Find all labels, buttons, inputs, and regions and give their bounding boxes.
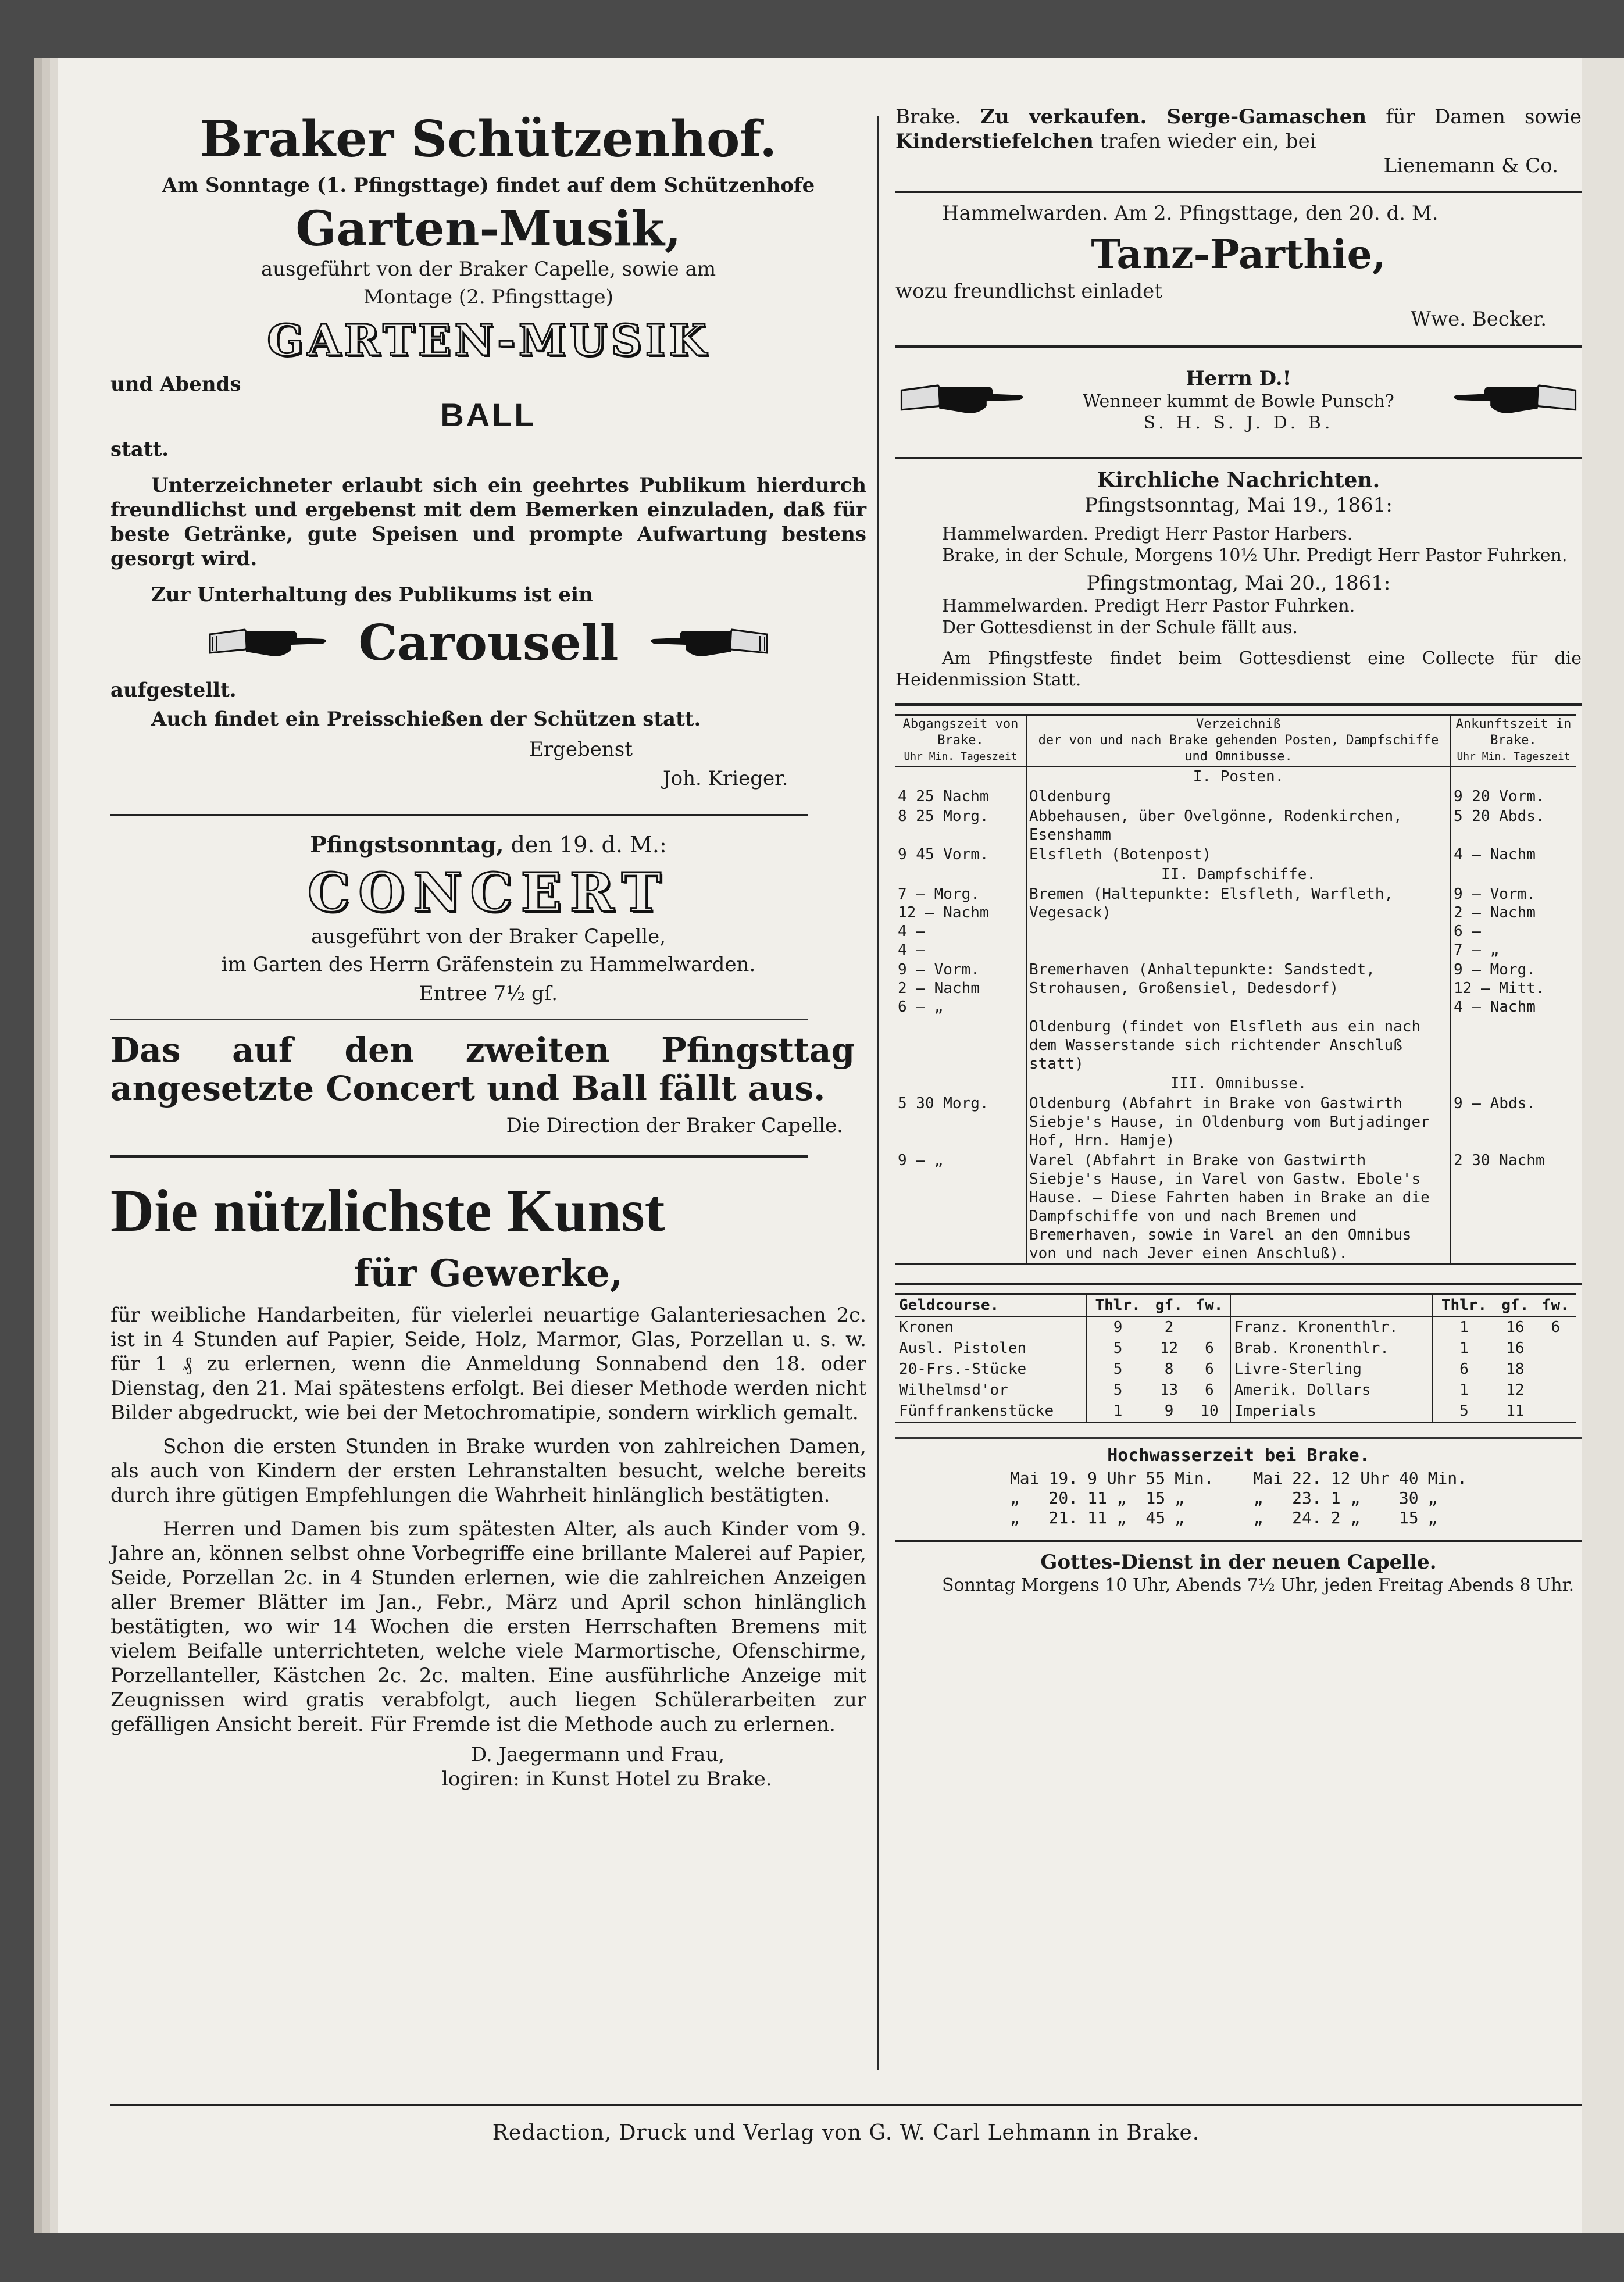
schwaren-value [1536,1338,1576,1359]
schwaren-value: 6 [1189,1359,1230,1380]
route-description: Abbehausen, über Ovelgönne, Rodenkirchen, Esenshamm [1029,808,1402,844]
right-column [895,105,1582,1596]
kirche-date: Pfingstmontag, Mai 20., 1861: [1086,572,1391,595]
ad-text: aufgestellt. [110,678,237,702]
hochwasser-cell: Mai [1253,1469,1283,1488]
ball-heading: BALL [440,397,537,433]
imprint-text: Redaction, Druck und Verlag von G. W. Carl Lehmann in Brake. [492,2121,1200,2145]
separator [895,1437,1582,1439]
kirche-line: Hammelwarden. Predigt Herr Pastor Fuhrken. [942,596,1355,616]
groschen-value: 12 [1506,1381,1525,1399]
herr-text-block [1029,366,1448,434]
left-column [110,99,866,1791]
coin-name: Livre-Sterling [1230,1359,1433,1380]
kirche-notice [895,467,1582,691]
thaler-value: 5 [1113,1360,1123,1378]
schwaren-value [1536,1401,1576,1423]
carousell-row [110,614,866,678]
departure-time: 7 — Morg. 12 — Nachm 4 — 4 — [895,884,1026,960]
coin-name: Fünffrankenstücke [895,1401,1086,1423]
arrival-time: 9 20 Vorm. [1451,787,1576,806]
coin-name: Wilhelmsd'or [895,1380,1086,1401]
groschen-value: 11 [1506,1402,1525,1420]
separator [110,2104,1582,2106]
hochwasser-cell: „ [1175,1488,1184,1508]
ad-text: statt. [110,438,169,461]
kunst-ad [110,1175,866,1791]
herr-notice [895,356,1582,455]
separator [110,1155,808,1158]
ad-text: Entree 7½ gſ. [419,982,558,1005]
geld-rows [895,1316,1576,1423]
hochwasser-cell: 19. [1048,1469,1079,1488]
verkauf-item2: Kinderstiefelchen [895,130,1094,153]
departure-time: 5 30 Morg. [895,1094,1026,1151]
ad-text: Zur Unterhaltung des Publikums ist ein [151,583,593,606]
kunst-title: Die nützlichste Kunst [110,1177,665,1244]
hochwasser-cell: 30 [1398,1488,1419,1508]
verkauf-text [895,105,1582,153]
ad-text: Am Sonntage (1. Pfingsttage) findet auf dem Schützenhofe [162,174,815,197]
geld-row [895,1380,1576,1401]
geld-col-thlr: Thlr. [1095,1297,1141,1314]
posten-row [895,1017,1576,1074]
hochwasser-cell: „ [1175,1508,1184,1527]
ad-text: Ergebenst [529,738,633,761]
ad-signature: Joh. Krieger. [663,767,788,790]
cancel-notice [110,1031,866,1138]
hochwasser-cell: 2 „ [1330,1508,1361,1527]
posten-section-heading: III. Omnibusse. [1170,1075,1307,1092]
posten-rows [895,787,1576,865]
hochwasser-cell: 20. [1048,1488,1079,1508]
posten-header-title-sub: der von und nach Brake gehenden Posten, Dampfschiffe und Omnibusse. [1038,733,1439,764]
hochwasser-cell: 11 „ [1087,1488,1127,1508]
schwaren-value [1536,1359,1576,1380]
gottesdienst-text: Sonntag Morgens 10 Uhr, Abends 7½ Uhr, jeden Freitag Abends 8 Uhr. [942,1575,1575,1595]
ad-text: und Abends [110,373,241,396]
herr-line: Wenneer kummt de Bowle Punsch? [1083,391,1394,412]
schwaren-value [1189,1316,1230,1338]
hochwasser-cell: 45 [1145,1508,1166,1527]
hochwasser-cell: 24. [1292,1508,1322,1527]
separator [895,457,1582,459]
schuetzenhof-ad [110,110,866,791]
arrival-time: 9 — Abds. [1451,1094,1576,1151]
thaler-value: 1 [1459,1340,1469,1357]
imprint-footer [110,2096,1582,2146]
hochwasser-row [1005,1488,1472,1508]
cancel-text: Das auf den zweiten Pfingsttag angesetzte Concert und Ball fällt aus. [110,1030,855,1108]
pointing-hand-right-icon [895,367,1029,431]
posten-table-section [895,714,1582,1265]
separator [895,1283,1582,1285]
coin-name: Ausl. Pistolen [895,1338,1086,1359]
groschen-value: 12 [1159,1340,1179,1357]
ad-text: im Garten des Herrn Gräfenstein zu Hammelwarden. [221,953,756,976]
route-description: Oldenburg [1029,788,1111,805]
concert-date-day: Pfingstsonntag, [310,831,504,858]
posten-row [895,845,1576,865]
route-description: Oldenburg (findet von Elsfleth aus ein nach dem Wasserstande sich richtender Anschluß statt) [1029,1018,1421,1073]
geld-row [895,1401,1576,1423]
hochwasser-cell: 11 „ [1087,1508,1127,1527]
hochwasser-cell: 12 Uhr [1330,1469,1390,1488]
hochwasser-cell: 40 [1398,1469,1419,1488]
concert-heading: CONCERT [307,861,670,924]
hochwasser-row [1005,1508,1472,1528]
geld-header: Geldcourse. [895,1294,1086,1317]
route-description: Elsfleth (Botenpost) [1029,846,1212,863]
groschen-value: 13 [1159,1381,1179,1399]
verkauf-connector: für Damen sowie [1366,105,1582,128]
hochwasser-rows [1005,1469,1472,1528]
concert-date-rest: den 19. d. M.: [504,832,667,858]
separator [110,814,808,816]
hochwasser-row [1005,1469,1472,1488]
hochwasser-cell: 1 „ [1330,1488,1361,1508]
schwaren-value: 6 [1189,1338,1230,1359]
geld-table [895,1293,1576,1423]
tanz-heading: Tanz-Parthie, [1091,231,1386,278]
hochwasser-cell: 15 [1145,1488,1166,1508]
departure-time: 9 — Vorm. 2 — Nachm 6 — „ [895,960,1026,1017]
arrival-time: 4 — Nachm [1451,845,1576,865]
verkauf-tail: trafen wieder ein, bei [1093,130,1316,153]
route-description: Varel (Abfahrt in Brake von Gastwirth Siebje's Hause, in Varel von Gastw. Ebole's Hause. — Diese Fahrten haben in Brake an die Dampfschiffe von und nach Bremen und Bremerhaven, sowie in Varel an den Omnibus von und nach Jever einen Anschluß). [1029,1152,1430,1262]
posten-header-arrival-label: Ankunftszeit in Brake. [1455,717,1572,748]
groschen-value: 16 [1506,1319,1525,1336]
kirche-date: Pfingstsonntag, Mai 19., 1861: [1084,494,1393,517]
ad-text: Montage (2. Pfingsttage) [363,285,613,309]
geld-col-sw: ſw. [1541,1297,1569,1314]
groschen-value: 9 [1164,1402,1174,1420]
coin-name: Imperials [1230,1401,1433,1423]
verkauf-ad [895,105,1582,178]
ad-paragraph: für weibliche Handarbeiten, für vielerlei neuartige Galanteriesachen 2c. ist in 4 Stunden auf Papier, Seide, Holz, Marmor, Glas, Porzellan u. s. w. für 1 ₰ zu erlernen, wenn die Anmeldung Sonnabend den 18. oder Dienstag, den 21. Mai spätestens erfolgt. Bei dieser Methode werden nicht Bilder abgedruckt, wie bei der Metochromatipie, sondern wirklich gemalt. [110,1304,866,1424]
gottesdienst-title: Gottes-Dienst in der neuen Capelle. [1040,1551,1437,1574]
arrival-time: 9 — Morg. 12 — Mitt. 4 — Nachm [1451,960,1576,1017]
route-description: Bremen (Haltepunkte: Elsfleth, Warfleth, Vegesack) [1029,885,1394,922]
geld-section [895,1293,1582,1423]
ad-paragraph: Unterzeichneter erlaubt sich ein geehrtes Publikum hierdurch freundlichst und ergebenst mit dem Bemerken einzuladen, daß für beste Getränke, gute Speisen und prompte Aufwartung bestens gesorgt wird. [110,474,866,570]
kirche-line: Brake, in der Schule, Morgens 10½ Uhr. Predigt Herr Pastor Fuhrken. [942,545,1568,566]
hochwasser-cell: Mai [1009,1469,1040,1488]
departure-time: 9 — „ [895,1151,1026,1265]
posten-header-departure-label: Abgangszeit von Brake. [902,717,1019,748]
schwaren-value: 6 [1189,1380,1230,1401]
kirche-line: Der Gottesdienst in der Schule fällt aus. [942,617,1298,638]
hochwasser-cell: „ [1253,1488,1263,1508]
groschen-value: 8 [1164,1360,1174,1378]
separator [110,1019,808,1020]
hochwasser-cell: 23. [1292,1488,1322,1508]
ad-text: ausgeführt von der Braker Capelle, [310,925,666,948]
ad-signature: Wwe. Becker. [1411,308,1547,331]
thaler-value: 9 [1113,1319,1123,1336]
verkauf-place: Brake. [895,105,981,128]
thaler-value: 1 [1459,1319,1469,1336]
thaler-value: 6 [1459,1360,1469,1378]
thaler-value: 5 [1113,1381,1123,1399]
kirche-line: Hammelwarden. Predigt Herr Pastor Harbers. [942,524,1353,544]
concert-date [110,831,866,858]
concert-ad [110,831,866,1006]
ad-text: wozu freundlichst einladet [895,280,1162,303]
schwaren-value: 6 [1551,1319,1561,1336]
posten-section-heading: II. Dampfschiffe. [1161,866,1316,883]
ad-signature: Die Direction der Braker Capelle. [506,1114,843,1137]
separator [895,345,1582,348]
hochwasser-cell: 9 Uhr [1087,1469,1137,1488]
posten-row [895,1151,1576,1265]
pointing-hand-left-icon [1448,367,1582,431]
column-divider [877,116,879,2070]
hochwasser-cell: Min. [1427,1469,1468,1488]
departure-time [895,1017,1026,1074]
groschen-value: 16 [1506,1340,1525,1357]
posten-header-departure-sub: Uhr Min. Tageszeit [904,751,1018,763]
posten-header-arrival-sub: Uhr Min. Tageszeit [1457,751,1571,763]
coin-name: Amerik. Dollars [1230,1380,1433,1401]
thaler-value: 5 [1459,1402,1469,1420]
posten-table [895,714,1576,1265]
posten-row [895,1094,1576,1151]
ad-signature: logiren: in Kunst Hotel zu Brake. [442,1767,772,1791]
thaler-value: 1 [1113,1402,1123,1420]
route-description: Oldenburg (Abfahrt in Brake von Gastwirth Siebje's Hause, in Oldenburg vom Butjadinger Hof, Hrn. Hamje) [1029,1095,1430,1149]
geld-col-thlr: Thlr. [1441,1297,1487,1314]
arrival-time: 9 — Vorm. 2 — Nachm 6 — 7 — „ [1451,884,1576,960]
verkauf-item1: Zu verkaufen. Serge-Gamaschen [980,105,1367,128]
ad-text: ausgeführt von der Braker Capelle, sowie am [260,258,716,281]
geld-row [895,1338,1576,1359]
schuetzenhof-title: Braker Schützenhof. [199,110,777,169]
posten-row [895,884,1576,960]
separator [895,703,1582,706]
garten-musik-heading: Garten-Musik, [295,201,681,257]
pointing-hand-left-icon [645,617,773,669]
gottesdienst-section [895,1550,1582,1596]
herr-line: S. H. S. J. D. B. [1143,413,1334,433]
route-description: Bremerhaven (Anhaltepunkte: Sandstedt, Strohausen, Großensiel, Dedesdorf) [1029,961,1375,997]
garten-musik-ornamental: GARTEN-MUSIK [267,316,710,366]
ad-paragraph: Herren und Damen bis zum spätesten Alter, als auch Kinder vom 9. Jahre an, können selbst ohne Vorbegriffe eine brillante Malerei auf Papier, Seide, Porzellan 2c. in 4 Stunden erlernen, wie die zahlreichen Anzeigen aller Bremer Blätter im Jan., Febr., März und April schon hinlänglich bestätigten, wo wir 14 Wochen die ersten Herrschaften Bremens mit vielem Beifalle unterrichteten, welche viele Marmortische, Ofenschirme, Porzellanteller, Kästchen 2c. 2c. malten. Eine ausführliche Anzeige mit Zeugnissen wird gratis verabfolgt, auch liegen Schülerarbeiten zur gefälligen Ansicht bereit. Für Fremde ist die Methode auch zu erlernen. [110,1517,866,1736]
posten-header-arrival [1451,715,1576,767]
posten-header-title-label: Verzeichniß [1196,717,1281,731]
thaler-value: 1 [1459,1381,1469,1399]
hochwasser-section [895,1445,1582,1528]
posten-row [895,787,1576,806]
departure-time: 9 45 Vorm. [895,845,1026,865]
hochwasser-table [1005,1469,1472,1528]
coin-name: Franz. Kronenthlr. [1230,1316,1433,1338]
dampfschiff-rows [895,884,1576,1074]
herr-title: Herrn D.! [1186,367,1291,390]
departure-time: 4 25 Nachm [895,787,1026,806]
geld-row [895,1359,1576,1380]
posten-row [895,960,1576,1017]
omnibus-rows [895,1094,1576,1265]
hochwasser-cell: „ [1427,1488,1438,1508]
hochwasser-cell: „ [1427,1508,1438,1527]
page-edge [1582,58,1624,2233]
arrival-time [1451,1017,1576,1074]
ad-text: Hammelwarden. Am 2. Pfingsttage, den 20. d. M. [942,202,1439,225]
thaler-value: 5 [1113,1340,1123,1357]
kirche-line: Am Pfingstfeste findet beim Gottesdienst eine Collecte für die Heidenmission Statt. [895,648,1582,690]
pointing-hand-right-icon [204,617,332,669]
geld-row [895,1316,1576,1338]
hochwasser-cell: „ [1253,1508,1263,1527]
ad-signature: D. Jaegermann und Frau, [471,1743,725,1766]
separator [895,191,1582,193]
coin-name: Brab. Kronenthlr. [1230,1338,1433,1359]
schwaren-value [1536,1380,1576,1401]
hochwasser-cell: „ [1009,1508,1020,1527]
arrival-time: 2 30 Nachm [1451,1151,1576,1265]
groschen-value: 18 [1506,1360,1525,1378]
geld-col-sw: ſw. [1189,1294,1230,1317]
ad-signature: Lienemann & Co. [1383,154,1558,177]
hochwasser-cell: Min. [1175,1469,1214,1488]
hochwasser-cell: „ [1009,1488,1020,1508]
geld-col-gr: gſ. [1155,1297,1183,1314]
arrival-time: 5 20 Abds. [1451,806,1576,845]
posten-header-title [1026,715,1451,767]
kirche-title: Kirchliche Nachrichten. [1097,468,1380,492]
geld-col-gr: gſ. [1501,1297,1529,1314]
carousell-heading: Carousell [358,614,619,672]
departure-time: 8 25 Morg. [895,806,1026,845]
posten-header-departure [895,715,1026,767]
hochwasser-cell: 22. [1292,1469,1322,1488]
hochwasser-title: Hochwasserzeit bei Brake. [1107,1445,1370,1466]
groschen-value: 2 [1164,1319,1174,1336]
ad-text: Auch findet ein Preisschießen der Schützen statt. [151,708,701,731]
coin-name: Kronen [895,1316,1086,1338]
coin-name: 20-Frs.-Stücke [895,1359,1086,1380]
tanz-ad [895,201,1582,331]
separator [895,1540,1582,1542]
posten-section-heading: I. Posten. [1193,768,1284,785]
hochwasser-cell: 55 [1145,1469,1166,1488]
ad-paragraph: Schon die ersten Stunden in Brake wurden von zahlreichen Damen, als auch von Kindern der ersten Lehranstalten besucht, welche bereits durch ihre gütigen Empfehlungen die Wahrheit hinlänglich bestätigten. [110,1435,866,1507]
hochwasser-cell: 15 [1398,1508,1419,1527]
posten-row [895,806,1576,845]
hochwasser-cell: 21. [1048,1508,1079,1527]
schwaren-value: 10 [1189,1401,1230,1423]
kunst-subtitle: für Gewerke, [354,1252,623,1295]
